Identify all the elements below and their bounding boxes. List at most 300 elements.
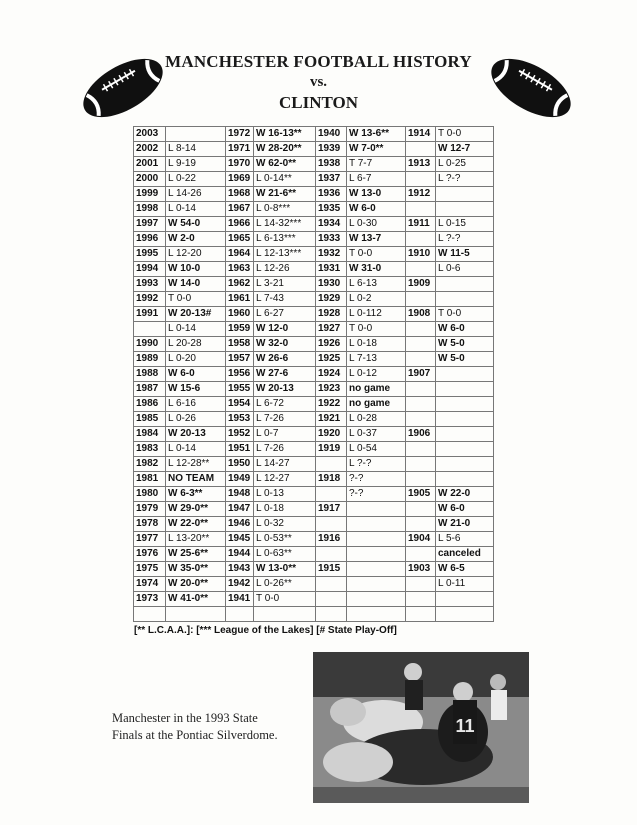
result-cell: T 0-0 bbox=[254, 592, 316, 607]
year-cell bbox=[316, 577, 347, 592]
year-cell: 1993 bbox=[134, 277, 166, 292]
year-cell: 1964 bbox=[226, 247, 254, 262]
table-row bbox=[134, 232, 494, 247]
year-cell bbox=[316, 457, 347, 472]
year-cell: 1916 bbox=[316, 532, 347, 547]
result-cell: L 0-32 bbox=[254, 517, 316, 532]
opponent-title: CLINTON bbox=[278, 93, 359, 112]
result-cell: T 0-0 bbox=[436, 127, 494, 142]
year-cell: 1955 bbox=[226, 382, 254, 397]
year-cell: 1966 bbox=[226, 217, 254, 232]
result-cell bbox=[436, 472, 494, 487]
year-cell: 1940 bbox=[316, 127, 347, 142]
year-cell bbox=[406, 472, 436, 487]
year-cell: 1922 bbox=[316, 397, 347, 412]
result-cell: L 0-7 bbox=[254, 427, 316, 442]
year-cell: 1963 bbox=[226, 262, 254, 277]
year-cell: 2003 bbox=[134, 127, 166, 142]
result-cell: L 0-63** bbox=[254, 547, 316, 562]
result-cell: L 7-13 bbox=[347, 352, 406, 367]
result-cell: W 12-0 bbox=[254, 322, 316, 337]
result-cell: L 0-14 bbox=[166, 202, 226, 217]
result-cell bbox=[436, 427, 494, 442]
result-cell: T 0-0 bbox=[436, 307, 494, 322]
year-cell bbox=[134, 607, 166, 622]
result-cell: L 5-6 bbox=[436, 532, 494, 547]
year-cell: 1905 bbox=[406, 487, 436, 502]
result-cell: L 6-72 bbox=[254, 397, 316, 412]
table-row bbox=[134, 562, 494, 577]
result-cell: ?-? bbox=[347, 472, 406, 487]
year-cell: 1945 bbox=[226, 532, 254, 547]
year-cell bbox=[406, 547, 436, 562]
year-cell: 1938 bbox=[316, 157, 347, 172]
table-row bbox=[134, 547, 494, 562]
result-cell: W 27-6 bbox=[254, 367, 316, 382]
result-cell: W 26-6 bbox=[254, 352, 316, 367]
result-cell: W 20-13 bbox=[254, 382, 316, 397]
year-cell bbox=[406, 517, 436, 532]
result-cell: L 0-14 bbox=[166, 322, 226, 337]
year-cell bbox=[406, 322, 436, 337]
table-row bbox=[134, 397, 494, 412]
result-cell bbox=[436, 277, 494, 292]
result-cell: W 5-0 bbox=[436, 352, 494, 367]
result-cell: L 0-37 bbox=[347, 427, 406, 442]
result-cell: L 14-27 bbox=[254, 457, 316, 472]
year-cell: 1943 bbox=[226, 562, 254, 577]
table-row bbox=[134, 187, 494, 202]
year-cell bbox=[316, 487, 347, 502]
year-cell: 1949 bbox=[226, 472, 254, 487]
year-cell bbox=[316, 517, 347, 532]
result-cell: W 13-6** bbox=[347, 127, 406, 142]
year-cell: 1935 bbox=[316, 202, 347, 217]
table-row bbox=[134, 517, 494, 532]
year-cell: 1999 bbox=[134, 187, 166, 202]
year-cell: 1928 bbox=[316, 307, 347, 322]
result-cell: W 6-0 bbox=[436, 502, 494, 517]
result-cell bbox=[436, 607, 494, 622]
year-cell: 1975 bbox=[134, 562, 166, 577]
result-cell bbox=[166, 127, 226, 142]
year-cell bbox=[406, 382, 436, 397]
table-row bbox=[134, 592, 494, 607]
result-cell: L 7-26 bbox=[254, 412, 316, 427]
jersey-number: 11 bbox=[455, 716, 475, 736]
table-row bbox=[134, 292, 494, 307]
year-cell: 1921 bbox=[316, 412, 347, 427]
year-cell: 2000 bbox=[134, 172, 166, 187]
result-cell: L 14-32*** bbox=[254, 217, 316, 232]
result-cell: L 0-54 bbox=[347, 442, 406, 457]
year-cell bbox=[406, 412, 436, 427]
result-cell: W 11-5 bbox=[436, 247, 494, 262]
result-cell: W 54-0 bbox=[166, 217, 226, 232]
year-cell bbox=[406, 262, 436, 277]
result-cell: W 10-0 bbox=[166, 262, 226, 277]
result-cell: L 0-20 bbox=[166, 352, 226, 367]
table-row bbox=[134, 127, 494, 142]
table-row bbox=[134, 472, 494, 487]
result-cell: T 0-0 bbox=[347, 247, 406, 262]
year-cell bbox=[406, 457, 436, 472]
year-cell: 1944 bbox=[226, 547, 254, 562]
year-cell: 1990 bbox=[134, 337, 166, 352]
year-cell: 1956 bbox=[226, 367, 254, 382]
result-cell: W 32-0 bbox=[254, 337, 316, 352]
table-row bbox=[134, 142, 494, 157]
caption-line-2: Finals at the Pontiac Silverdome. bbox=[112, 728, 278, 742]
year-cell: 1957 bbox=[226, 352, 254, 367]
year-cell: 1924 bbox=[316, 367, 347, 382]
result-cell: L 6-13*** bbox=[254, 232, 316, 247]
caption-line-1: Manchester in the 1993 State bbox=[112, 711, 258, 725]
year-cell: 1983 bbox=[134, 442, 166, 457]
result-cell: L 12-27 bbox=[254, 472, 316, 487]
year-cell: 1929 bbox=[316, 292, 347, 307]
result-cell bbox=[436, 592, 494, 607]
result-cell: ?-? bbox=[347, 487, 406, 502]
result-cell: L 9-19 bbox=[166, 157, 226, 172]
result-cell: W 13-0** bbox=[254, 562, 316, 577]
result-cell: L 7-43 bbox=[254, 292, 316, 307]
year-cell: 1951 bbox=[226, 442, 254, 457]
table-row bbox=[134, 502, 494, 517]
year-cell: 1980 bbox=[134, 487, 166, 502]
result-cell: L 8-14 bbox=[166, 142, 226, 157]
year-cell: 2001 bbox=[134, 157, 166, 172]
result-cell: W 6-0 bbox=[436, 322, 494, 337]
year-cell: 1910 bbox=[406, 247, 436, 262]
table-row bbox=[134, 217, 494, 232]
year-cell bbox=[406, 232, 436, 247]
result-cell: W 5-0 bbox=[436, 337, 494, 352]
year-cell: 1998 bbox=[134, 202, 166, 217]
result-cell bbox=[347, 502, 406, 517]
year-cell: 1934 bbox=[316, 217, 347, 232]
year-cell: 1912 bbox=[406, 187, 436, 202]
table-row bbox=[134, 277, 494, 292]
result-cell: L 14-26 bbox=[166, 187, 226, 202]
year-cell: 1960 bbox=[226, 307, 254, 322]
result-cell bbox=[436, 457, 494, 472]
result-cell: T 7-7 bbox=[347, 157, 406, 172]
result-cell bbox=[436, 292, 494, 307]
result-cell: W 12-7 bbox=[436, 142, 494, 157]
result-cell: L 0-18 bbox=[254, 502, 316, 517]
year-cell: 1927 bbox=[316, 322, 347, 337]
year-cell: 1942 bbox=[226, 577, 254, 592]
table-row bbox=[134, 427, 494, 442]
result-cell: W 2-0 bbox=[166, 232, 226, 247]
page-subtitle-vs: vs. bbox=[309, 74, 328, 90]
result-cell bbox=[347, 577, 406, 592]
year-cell bbox=[134, 322, 166, 337]
result-cell bbox=[436, 382, 494, 397]
year-cell: 1907 bbox=[406, 367, 436, 382]
result-cell: W 7-0** bbox=[347, 142, 406, 157]
year-cell: 1903 bbox=[406, 562, 436, 577]
result-cell: L 12-28** bbox=[166, 457, 226, 472]
year-cell: 1972 bbox=[226, 127, 254, 142]
year-cell: 1959 bbox=[226, 322, 254, 337]
result-cell: L 0-15 bbox=[436, 217, 494, 232]
table-row bbox=[134, 247, 494, 262]
year-cell: 1965 bbox=[226, 232, 254, 247]
year-cell: 1908 bbox=[406, 307, 436, 322]
year-cell: 1962 bbox=[226, 277, 254, 292]
result-cell bbox=[436, 412, 494, 427]
year-cell: 1926 bbox=[316, 337, 347, 352]
result-cell: L 0-30 bbox=[347, 217, 406, 232]
year-cell: 1970 bbox=[226, 157, 254, 172]
result-cell: W 25-6** bbox=[166, 547, 226, 562]
year-cell: 1932 bbox=[316, 247, 347, 262]
result-cell: W 6-5 bbox=[436, 562, 494, 577]
result-cell: L 0-11 bbox=[436, 577, 494, 592]
result-cell bbox=[347, 607, 406, 622]
result-cell: W 20-13 bbox=[166, 427, 226, 442]
year-cell: 1991 bbox=[134, 307, 166, 322]
year-cell: 1906 bbox=[406, 427, 436, 442]
year-cell: 1986 bbox=[134, 397, 166, 412]
year-cell bbox=[406, 502, 436, 517]
year-cell: 1984 bbox=[134, 427, 166, 442]
year-cell: 1936 bbox=[316, 187, 347, 202]
table-row bbox=[134, 172, 494, 187]
year-cell: 1933 bbox=[316, 232, 347, 247]
year-cell: 1913 bbox=[406, 157, 436, 172]
year-cell: 1982 bbox=[134, 457, 166, 472]
result-cell: L 0-13 bbox=[254, 487, 316, 502]
year-cell: 1939 bbox=[316, 142, 347, 157]
result-cell: W 6-3** bbox=[166, 487, 226, 502]
year-cell: 1979 bbox=[134, 502, 166, 517]
year-cell: 1911 bbox=[406, 217, 436, 232]
year-cell: 1946 bbox=[226, 517, 254, 532]
table-row bbox=[134, 307, 494, 322]
year-cell bbox=[406, 577, 436, 592]
year-cell: 1920 bbox=[316, 427, 347, 442]
result-cell: W 31-0 bbox=[347, 262, 406, 277]
table-row bbox=[134, 442, 494, 457]
year-cell: 1917 bbox=[316, 502, 347, 517]
year-cell: 1985 bbox=[134, 412, 166, 427]
result-cell: W 21-6** bbox=[254, 187, 316, 202]
result-cell: W 6-0 bbox=[347, 202, 406, 217]
year-cell: 1931 bbox=[316, 262, 347, 277]
result-cell: L 0-26 bbox=[166, 412, 226, 427]
result-cell: W 15-6 bbox=[166, 382, 226, 397]
year-cell: 1925 bbox=[316, 352, 347, 367]
result-cell: L 13-20** bbox=[166, 532, 226, 547]
year-cell: 1954 bbox=[226, 397, 254, 412]
year-cell bbox=[226, 607, 254, 622]
result-cell: L 0-22 bbox=[166, 172, 226, 187]
year-cell bbox=[406, 172, 436, 187]
result-cell: W 28-20** bbox=[254, 142, 316, 157]
result-cell: L 0-14 bbox=[166, 442, 226, 457]
result-cell: T 0-0 bbox=[347, 322, 406, 337]
year-cell: 1914 bbox=[406, 127, 436, 142]
result-cell: L 0-112 bbox=[347, 307, 406, 322]
result-cell: W 13-7 bbox=[347, 232, 406, 247]
result-cell bbox=[436, 202, 494, 217]
table-row bbox=[134, 412, 494, 427]
result-cell: L 0-53** bbox=[254, 532, 316, 547]
year-cell bbox=[406, 202, 436, 217]
year-cell: 1976 bbox=[134, 547, 166, 562]
year-cell bbox=[316, 607, 347, 622]
result-cell: L 3-21 bbox=[254, 277, 316, 292]
year-cell: 1987 bbox=[134, 382, 166, 397]
year-cell: 1974 bbox=[134, 577, 166, 592]
table-row bbox=[134, 322, 494, 337]
year-cell: 1971 bbox=[226, 142, 254, 157]
table-row bbox=[134, 262, 494, 277]
year-cell: 1904 bbox=[406, 532, 436, 547]
year-cell bbox=[406, 352, 436, 367]
result-cell bbox=[436, 397, 494, 412]
table-row bbox=[134, 337, 494, 352]
result-cell: NO TEAM bbox=[166, 472, 226, 487]
table-row bbox=[134, 487, 494, 502]
year-cell bbox=[406, 607, 436, 622]
photo-caption bbox=[112, 710, 312, 744]
result-cell: L 0-26** bbox=[254, 577, 316, 592]
year-cell: 1919 bbox=[316, 442, 347, 457]
year-cell: 1994 bbox=[134, 262, 166, 277]
year-cell bbox=[406, 592, 436, 607]
result-cell: W 13-0 bbox=[347, 187, 406, 202]
year-cell bbox=[406, 292, 436, 307]
result-cell: L 0-25 bbox=[436, 157, 494, 172]
result-cell bbox=[436, 187, 494, 202]
year-cell: 1918 bbox=[316, 472, 347, 487]
result-cell bbox=[436, 442, 494, 457]
result-cell: L ?-? bbox=[436, 172, 494, 187]
result-cell: no game bbox=[347, 397, 406, 412]
year-cell: 1977 bbox=[134, 532, 166, 547]
year-cell bbox=[406, 142, 436, 157]
result-cell bbox=[347, 532, 406, 547]
year-cell: 1973 bbox=[134, 592, 166, 607]
result-cell: W 41-0** bbox=[166, 592, 226, 607]
result-cell: L 0-14** bbox=[254, 172, 316, 187]
result-cell: L 0-6 bbox=[436, 262, 494, 277]
result-cell bbox=[347, 592, 406, 607]
year-cell: 1950 bbox=[226, 457, 254, 472]
football-icon bbox=[74, 58, 172, 118]
football-icon bbox=[482, 58, 580, 118]
result-cell: no game bbox=[347, 382, 406, 397]
result-cell: L 0-18 bbox=[347, 337, 406, 352]
table-row bbox=[134, 607, 494, 622]
year-cell: 1941 bbox=[226, 592, 254, 607]
year-cell: 1989 bbox=[134, 352, 166, 367]
table-row bbox=[134, 202, 494, 217]
table-row bbox=[134, 352, 494, 367]
year-cell bbox=[316, 592, 347, 607]
year-cell: 1948 bbox=[226, 487, 254, 502]
result-cell: L 12-20 bbox=[166, 247, 226, 262]
result-cell: T 0-0 bbox=[166, 292, 226, 307]
year-cell: 1915 bbox=[316, 562, 347, 577]
year-cell bbox=[406, 397, 436, 412]
year-cell: 1961 bbox=[226, 292, 254, 307]
result-cell bbox=[347, 562, 406, 577]
result-cell: L 6-16 bbox=[166, 397, 226, 412]
year-cell: 1981 bbox=[134, 472, 166, 487]
result-cell bbox=[347, 517, 406, 532]
result-cell: L 6-13 bbox=[347, 277, 406, 292]
legend-note: [** L.C.A.A.]: [*** League of the Lakes] [# State Play-Off] bbox=[134, 625, 397, 636]
year-cell: 1992 bbox=[134, 292, 166, 307]
year-cell: 1923 bbox=[316, 382, 347, 397]
result-cell: canceled bbox=[436, 547, 494, 562]
result-cell: W 16-13** bbox=[254, 127, 316, 142]
page-title: MANCHESTER FOOTBALL HISTORY bbox=[165, 52, 472, 71]
year-cell: 1952 bbox=[226, 427, 254, 442]
result-cell: W 20-13# bbox=[166, 307, 226, 322]
year-cell: 2002 bbox=[134, 142, 166, 157]
year-cell: 1996 bbox=[134, 232, 166, 247]
result-cell bbox=[166, 607, 226, 622]
result-cell: L 0-8*** bbox=[254, 202, 316, 217]
year-cell: 1930 bbox=[316, 277, 347, 292]
game-photo bbox=[313, 652, 529, 803]
result-cell: L 6-27 bbox=[254, 307, 316, 322]
result-cell: L 0-2 bbox=[347, 292, 406, 307]
result-cell bbox=[254, 607, 316, 622]
table-row bbox=[134, 382, 494, 397]
result-cell: W 22-0** bbox=[166, 517, 226, 532]
year-cell: 1997 bbox=[134, 217, 166, 232]
result-cell: W 14-0 bbox=[166, 277, 226, 292]
result-cell: L 20-28 bbox=[166, 337, 226, 352]
year-cell: 1978 bbox=[134, 517, 166, 532]
result-cell: L 0-12 bbox=[347, 367, 406, 382]
year-cell: 1969 bbox=[226, 172, 254, 187]
year-cell: 1953 bbox=[226, 412, 254, 427]
result-cell: W 35-0** bbox=[166, 562, 226, 577]
year-cell bbox=[406, 442, 436, 457]
table-row bbox=[134, 532, 494, 547]
year-cell: 1958 bbox=[226, 337, 254, 352]
result-cell: L 12-26 bbox=[254, 262, 316, 277]
result-cell bbox=[347, 547, 406, 562]
result-cell: L 0-28 bbox=[347, 412, 406, 427]
result-cell: W 22-0 bbox=[436, 487, 494, 502]
year-cell bbox=[406, 337, 436, 352]
result-cell: L ?-? bbox=[436, 232, 494, 247]
result-cell: L 6-7 bbox=[347, 172, 406, 187]
result-cell: W 20-0** bbox=[166, 577, 226, 592]
table-row bbox=[134, 457, 494, 472]
year-cell: 1947 bbox=[226, 502, 254, 517]
year-cell bbox=[316, 547, 347, 562]
result-cell: W 62-0** bbox=[254, 157, 316, 172]
year-cell: 1967 bbox=[226, 202, 254, 217]
result-cell: L ?-? bbox=[347, 457, 406, 472]
year-cell: 1937 bbox=[316, 172, 347, 187]
table-row bbox=[134, 577, 494, 592]
result-cell: W 6-0 bbox=[166, 367, 226, 382]
result-cell: W 29-0** bbox=[166, 502, 226, 517]
year-cell: 1995 bbox=[134, 247, 166, 262]
year-cell: 1968 bbox=[226, 187, 254, 202]
